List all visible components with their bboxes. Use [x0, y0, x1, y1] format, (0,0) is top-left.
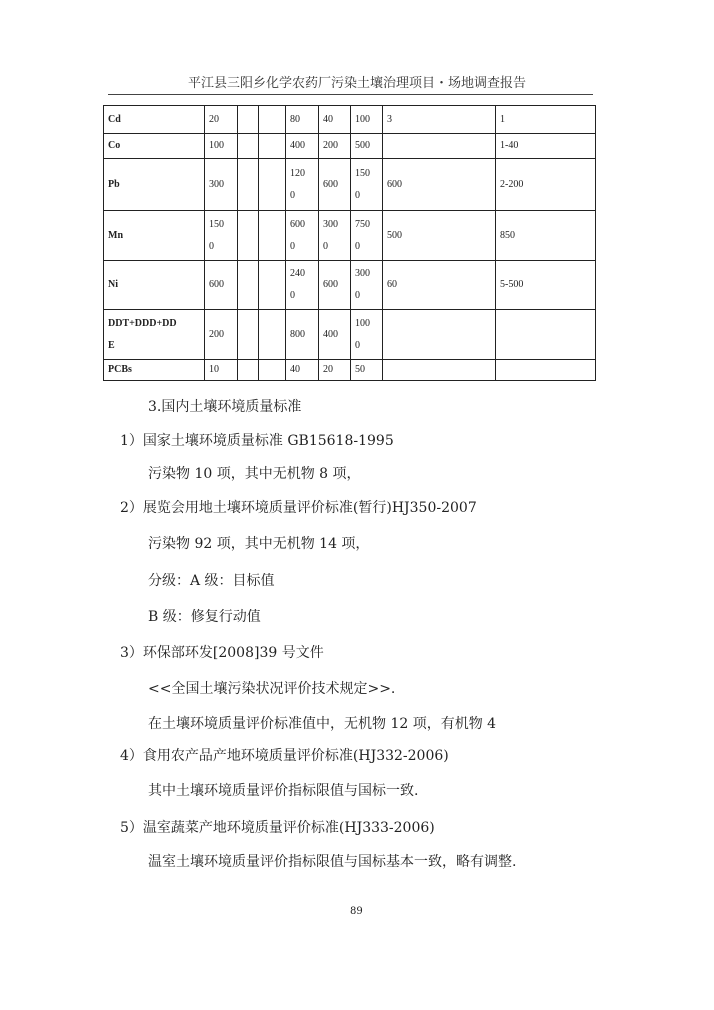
table-cell: 400 — [319, 310, 351, 360]
text-line: 分级：A 级：目标值 — [148, 573, 275, 589]
table-cell: 100 — [351, 106, 383, 134]
table-cell — [383, 134, 496, 159]
text-line: 3.国内土壤环境质量标准 — [148, 399, 302, 415]
table-cell: 200 — [319, 134, 351, 159]
table-cell: 150 0 — [351, 159, 383, 211]
text-line: 4）食用农产品产地环境质量评价标准(HJ332-2006) — [120, 748, 449, 764]
table-cell: 300 0 — [351, 261, 383, 310]
page-number: 89 — [350, 906, 363, 917]
table-row — [104, 360, 596, 381]
pollutant-name: DDT+DDD+DD E — [104, 310, 205, 360]
table-cell: 850 — [496, 211, 596, 261]
pollutant-name: Ni — [104, 261, 205, 310]
table-row — [104, 261, 596, 310]
table-cell: 500 — [383, 211, 496, 261]
table-cell: 600 — [383, 159, 496, 211]
table-cell: 3 — [383, 106, 496, 134]
table-cell: 10 — [205, 360, 238, 381]
table-row — [104, 159, 596, 211]
pollutant-name: PCBs — [104, 360, 205, 381]
table-cell — [259, 159, 286, 211]
text-line: 污染物 92 项，其中无机物 14 项， — [148, 536, 370, 552]
table-cell — [259, 106, 286, 134]
table-cell: 500 — [351, 134, 383, 159]
table-cell: 100 — [205, 134, 238, 159]
table-row — [104, 310, 596, 360]
table-cell: 100 0 — [351, 310, 383, 360]
header-rule — [108, 94, 593, 95]
table-cell — [259, 310, 286, 360]
text-line: 1）国家土壤环境质量标准 GB15618-1995 — [120, 433, 394, 449]
page-header: 平江县三阳乡化学农药厂污染土壤治理项目・场地调查报告 — [187, 76, 526, 91]
table-cell: 2-200 — [496, 159, 596, 211]
text-line: B 级：修复行动值 — [148, 609, 261, 625]
table-cell: 20 — [205, 106, 238, 134]
table-cell — [383, 360, 496, 381]
table-row — [104, 134, 596, 159]
text-line: 温室土壤环境质量评价指标限值与国标基本一致，略有调整. — [148, 854, 517, 870]
table-cell — [238, 360, 259, 381]
pollutant-name: Co — [104, 134, 205, 159]
table-cell: 40 — [286, 360, 319, 381]
table-cell: 600 0 — [286, 211, 319, 261]
text-line: 3）环保部环发[2008]39 号文件 — [120, 645, 324, 661]
table-cell: 150 0 — [205, 211, 238, 261]
table-cell: 800 — [286, 310, 319, 360]
table-cell — [259, 211, 286, 261]
table-cell — [238, 134, 259, 159]
table-cell: 750 0 — [351, 211, 383, 261]
table-cell: 80 — [286, 106, 319, 134]
table-cell: 600 — [319, 261, 351, 310]
table-cell — [259, 360, 286, 381]
text-line: 在土壤环境质量评价标准值中，无机物 12 项，有机物 4 — [148, 716, 497, 732]
table-cell: 300 0 — [319, 211, 351, 261]
table-cell: 600 — [205, 261, 238, 310]
table-cell: 5-500 — [496, 261, 596, 310]
table-cell: 50 — [351, 360, 383, 381]
table-cell — [259, 261, 286, 310]
table-cell — [496, 310, 596, 360]
pollutant-name: Pb — [104, 159, 205, 211]
text-line: <<全国土壤污染状况评价技术规定>>. — [148, 681, 396, 697]
text-line: 5）温室蔬菜产地环境质量评价标准(HJ333-2006) — [120, 820, 435, 836]
table-cell — [238, 261, 259, 310]
text-line: 2）展览会用地土壤环境质量评价标准(暂行)HJ350-2007 — [120, 500, 477, 516]
table-cell: 1-40 — [496, 134, 596, 159]
text-line: 污染物 10 项，其中无机物 8 项， — [148, 466, 361, 482]
text-line: 其中土壤环境质量评价指标限值与国标一致. — [148, 783, 419, 799]
table-cell: 40 — [319, 106, 351, 134]
standards-table — [103, 105, 596, 381]
table-cell — [238, 159, 259, 211]
table-row — [104, 211, 596, 261]
table-cell — [238, 310, 259, 360]
table-cell — [383, 310, 496, 360]
pollutant-name: Cd — [104, 106, 205, 134]
table-cell: 300 — [205, 159, 238, 211]
table-cell — [238, 211, 259, 261]
table-cell: 240 0 — [286, 261, 319, 310]
table-cell — [238, 106, 259, 134]
table-cell: 600 — [319, 159, 351, 211]
table-row — [104, 106, 596, 134]
table-cell — [259, 134, 286, 159]
table-cell: 120 0 — [286, 159, 319, 211]
table-cell: 200 — [205, 310, 238, 360]
table-cell — [496, 360, 596, 381]
table-cell: 1 — [496, 106, 596, 134]
table-cell: 60 — [383, 261, 496, 310]
pollutant-name: Mn — [104, 211, 205, 261]
table-cell: 400 — [286, 134, 319, 159]
table-cell: 20 — [319, 360, 351, 381]
